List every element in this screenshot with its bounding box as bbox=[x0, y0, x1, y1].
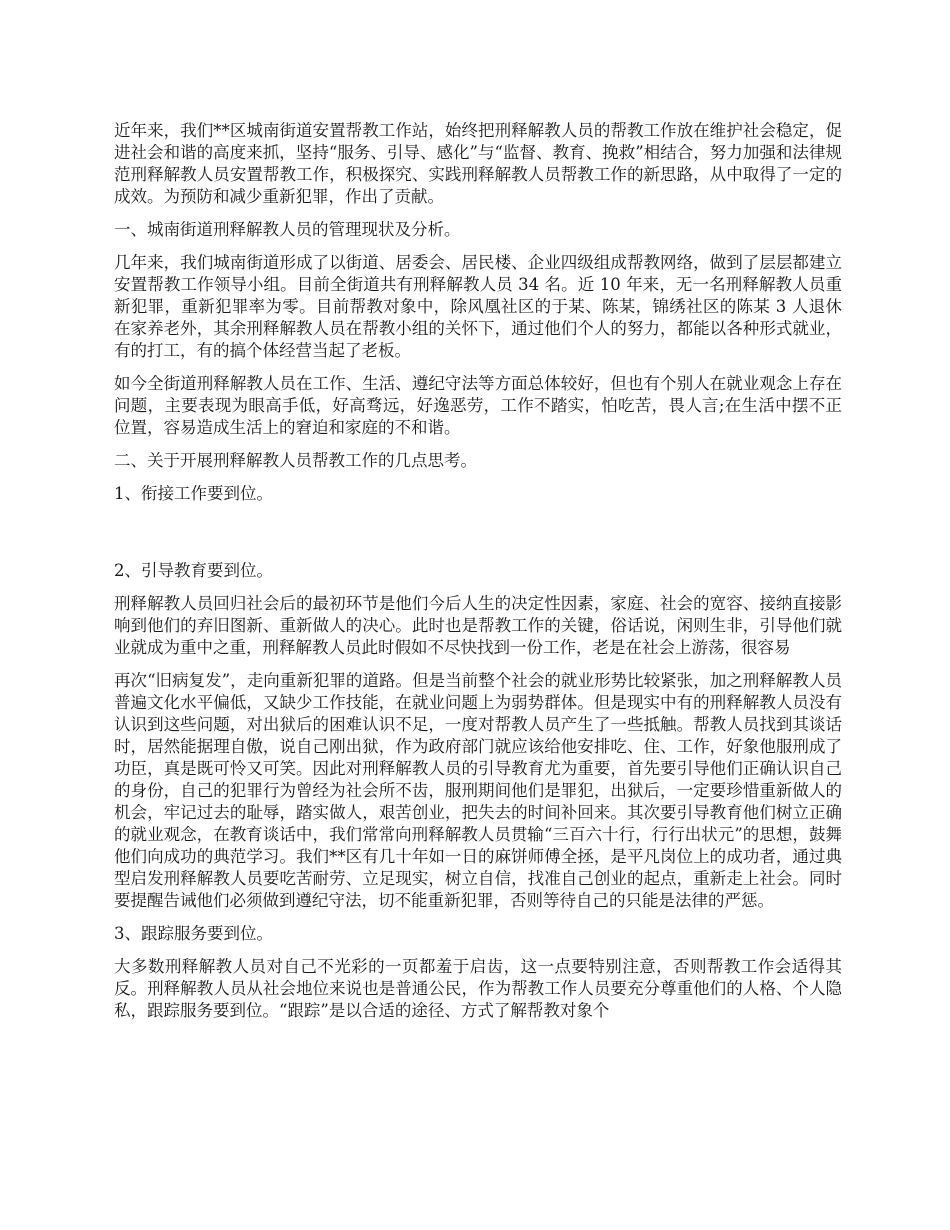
section-heading-1: 一、城南街道刑释解教人员的管理现状及分析。 bbox=[114, 220, 461, 239]
document-body bbox=[114, 120, 842, 1033]
guidance-paragraph: 刑释解教人员回归社会后的最初环节是他们今后人生的决定性因素，家庭、社会的宽容、接纳直接影响到他们的弃旧图新、重新做人的决心。此时也是帮教工作的关键，俗话说，闲则生非，引导他们就业就成为重中之重，刑释解教人员此时假如不尽快找到一份工作，老是在社会上游荡，很容易 bbox=[114, 594, 842, 657]
blank-gap bbox=[114, 516, 842, 560]
subheading-3: 3、跟踪服务要到位。 bbox=[114, 924, 273, 943]
guidance-continued-paragraph: 再次“旧病复发”，走向重新犯罪的道路。但是当前整个社会的就业形势比较紧张，加之刑释解教人员普遍文化水平偏低，又缺少工作技能，在就业问题上为弱势群体。但是现实中有的刑释解教人员没有认识到这些问题，对出狱后的困难认识不足，一度对帮教人员产生了一些抵触。帮教人员找到其谈话时，居然能据理自傲，说自己刚出狱，作为政府部门就应该给他安排吃、住、工作，好象他服刑成了功臣，真是既可怜又可笑。因此对刑释解教人员的引导教育尤为重要，首先要引导他们正确认识自己的身份，自己的犯罪行为曾经为社会所不齿，服刑期间他们是罪犯，出狱后，一定要珍惜重新做人的机会，牢记过去的耻辱，踏实做人，艰苦创业，把失去的时间补回来。其次要引导教育他们树立正确的就业观念，在教育谈话中，我们常常向刑释解教人员贯输“三百六十行，行行出状元”的思想，鼓舞他们向成功的典范学习。我们**区有几十年如一日的麻饼师傅全拯，是平凡岗位上的成功者，通过典型启发刑释解教人员要吃苦耐劳、立足现实，树立自信，找准自己创业的起点，重新走上社会。同时要提醒告诫他们必须做到遵纪守法，切不能重新犯罪，否则等待自己的只能是法律的严惩。 bbox=[114, 671, 842, 910]
follow-up-paragraph: 大多数刑释解教人员对自己不光彩的一页都羞于启齿，这一点要特别注意，否则帮教工作会适得其反。刑释解教人员从社会地位来说也是普通公民，作为帮教工作人员要充分尊重他们的人格、个人隐私，跟踪服务要到位。“跟踪”是以合适的途径、方式了解帮教对象个 bbox=[114, 957, 842, 1020]
intro-paragraph: 近年来，我们**区城南街道安置帮教工作站，始终把刑释解教人员的帮教工作放在维护社会稳定，促进社会和谐的高度来抓，坚持“服务、引导、感化”与“监督、教育、挽救”相结合，努力加强和法律规范刑释解教人员安置帮教工作，积极探究、实践刑释解教人员帮教工作的新思路，从中取得了一定的成效。为预防和减少重新犯罪，作出了贡献。 bbox=[114, 121, 842, 206]
subheading-1: 1、衔接工作要到位。 bbox=[114, 484, 273, 503]
management-paragraph: 几年来，我们城南街道形成了以街道、居委会、居民楼、企业四级组成帮教网络，做到了层层都建立安置帮教工作领导小组。目前全街道共有刑释解教人员 34 名。近 10 年来，无一名刑释解教人员重新犯罪，重新犯罪率为零。目前帮教对象中，除风凰社区的于某、陈某，锦绣社区的陈某 3 人退休在家养老外，其余刑释解教人员在帮教小组的关怀下，通过他们个人的努力，都能以各种形式就业，有的打工，有的搞个体经营当起了老板。 bbox=[114, 253, 842, 360]
analysis-paragraph: 如今全街道刑释解教人员在工作、生活、遵纪守法等方面总体较好，但也有个别人在就业观念上存在问题，主要表现为眼高手低，好高骛远，好逸恶劳，工作不踏实，怕吃苦，畏人言;在生活中摆不正位置，容易造成生活上的窘迫和家庭的不和谐。 bbox=[114, 374, 842, 437]
section-heading-2: 二、关于开展刑释解教人员帮教工作的几点思考。 bbox=[114, 451, 477, 470]
subheading-2: 2、引导教育要到位。 bbox=[114, 561, 273, 580]
